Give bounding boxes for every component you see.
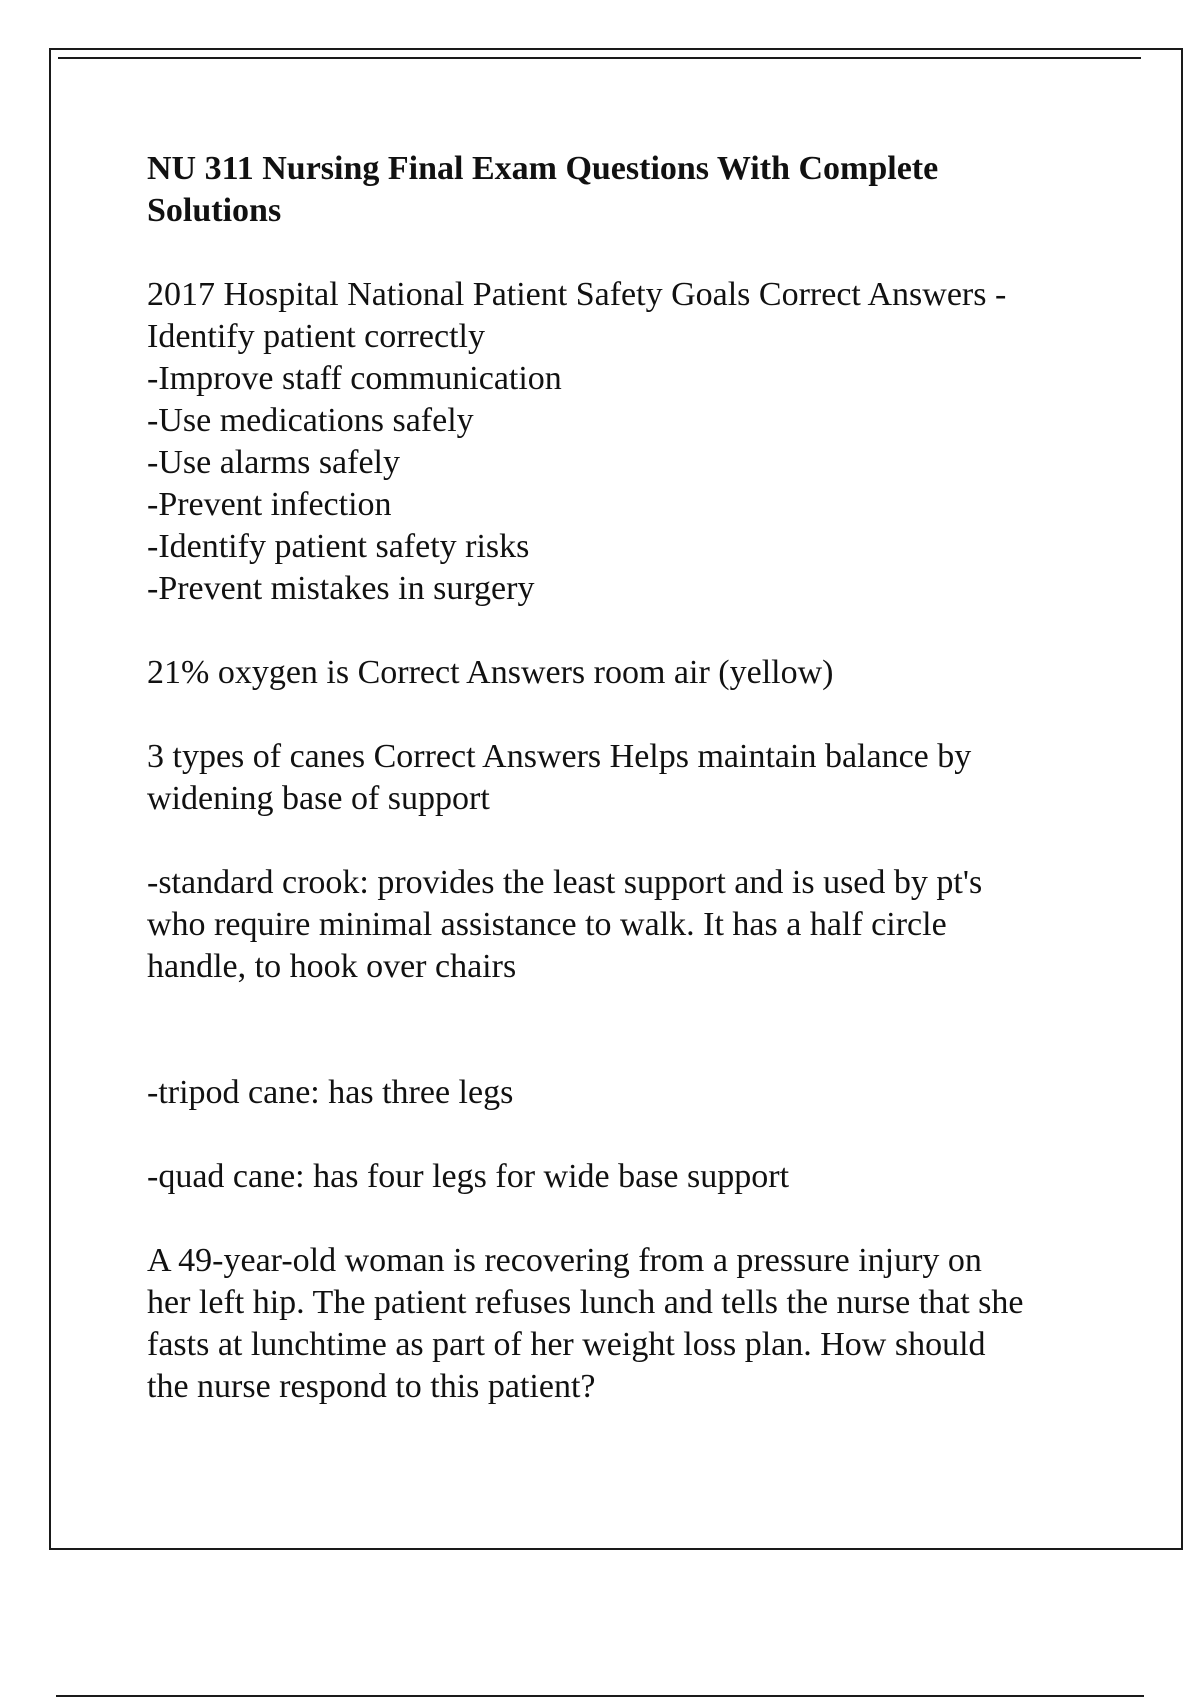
text-line: -Identify patient safety risks bbox=[147, 528, 530, 565]
question-pressure-injury bbox=[147, 1240, 1137, 1408]
title-line: NU 311 Nursing Final Exam Questions With Complete bbox=[147, 150, 939, 187]
text-line: 3 types of canes Correct Answers Helps maintain balance by bbox=[147, 738, 972, 775]
text-line: -Improve staff communication bbox=[147, 360, 562, 397]
text-line: -Prevent mistakes in surgery bbox=[147, 570, 535, 607]
title-line: Solutions bbox=[147, 192, 282, 229]
bottom-rule bbox=[56, 1695, 1144, 1697]
document-content bbox=[147, 148, 1137, 1450]
document-title bbox=[147, 148, 1137, 232]
text-line: -standard crook: provides the least support and is used by pt's bbox=[147, 864, 983, 901]
text-line: her left hip. The patient refuses lunch and tells the nurse that she bbox=[147, 1284, 1024, 1321]
top-rule bbox=[58, 57, 1141, 59]
text-line: -quad cane: has four legs for wide base support bbox=[147, 1158, 790, 1195]
text-line: A 49-year-old woman is recovering from a pressure injury on bbox=[147, 1242, 982, 1279]
page-frame bbox=[49, 48, 1183, 1550]
cane-tripod bbox=[147, 1072, 1137, 1114]
text-line: 2017 Hospital National Patient Safety Goals Correct Answers - bbox=[147, 276, 1007, 313]
question-canes bbox=[147, 736, 1137, 820]
text-line: fasts at lunchtime as part of her weight loss plan. How should bbox=[147, 1326, 986, 1363]
cane-standard-crook bbox=[147, 862, 1137, 988]
cane-quad bbox=[147, 1156, 1137, 1198]
text-line: who require minimal assistance to walk. It has a half circle bbox=[147, 906, 947, 943]
text-line: Identify patient correctly bbox=[147, 318, 485, 355]
text-line: -Prevent infection bbox=[147, 486, 392, 523]
text-line: widening base of support bbox=[147, 780, 490, 817]
blank-line bbox=[147, 1030, 1137, 1072]
text-line: handle, to hook over chairs bbox=[147, 948, 517, 985]
text-line: 21% oxygen is Correct Answers room air (yellow) bbox=[147, 654, 834, 691]
text-line: -Use alarms safely bbox=[147, 444, 401, 481]
question-safety-goals bbox=[147, 274, 1137, 610]
text-line: the nurse respond to this patient? bbox=[147, 1368, 596, 1405]
text-line: -tripod cane: has three legs bbox=[147, 1074, 514, 1111]
question-oxygen bbox=[147, 652, 1137, 694]
text-line: -Use medications safely bbox=[147, 402, 474, 439]
